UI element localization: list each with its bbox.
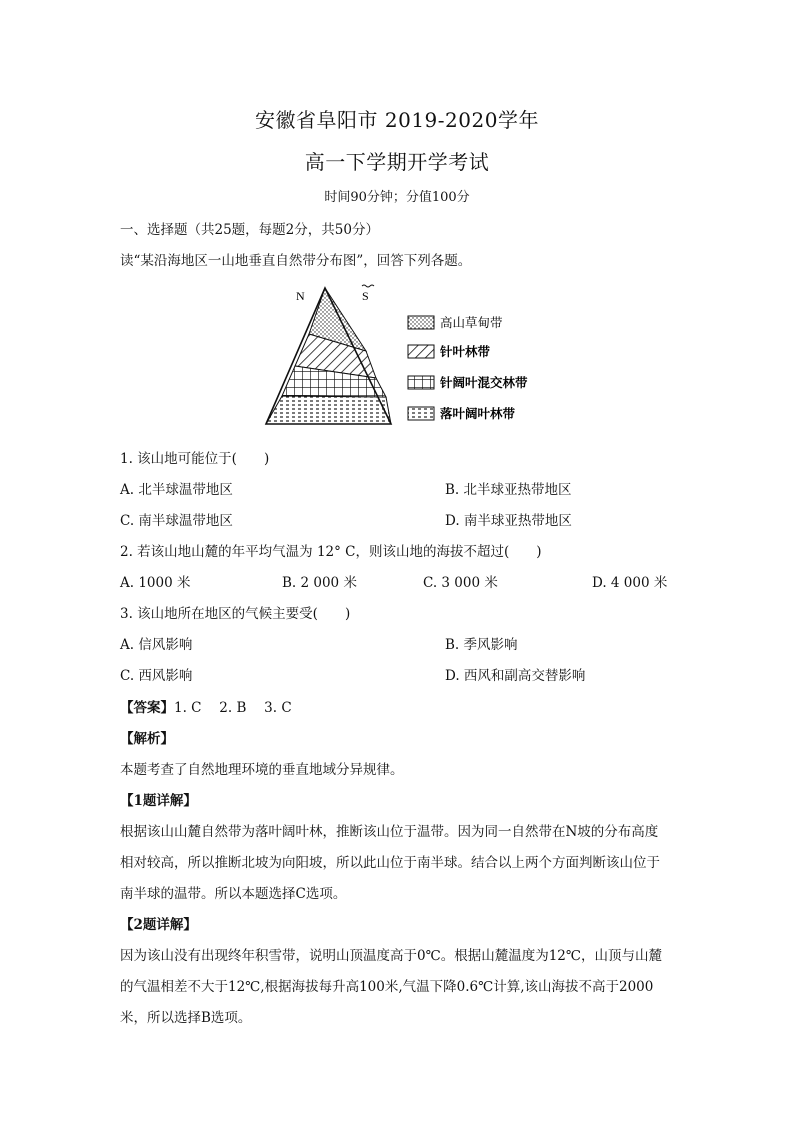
answer-label: 【答案】: [120, 700, 174, 716]
question-2-option-b: B. 2 000 米: [282, 575, 357, 591]
legend-swatch-coniferous: [408, 345, 434, 358]
legend-swatch-alpine-meadow: [408, 316, 434, 329]
analysis-summary: 本题考查了自然地理环境的垂直地域分异规律。: [120, 762, 404, 778]
question-1-option-c: C. 南半球温带地区: [120, 513, 233, 529]
question-3-stem: 3. 该山地所在地区的气候主要受( ): [120, 606, 351, 622]
mountain-diagram: [262, 283, 552, 431]
question-2-option-a: A. 1000 米: [120, 575, 191, 591]
question-3-option-b: B. 季风影响: [445, 637, 518, 653]
q1-analysis-line: 南半球的温带。所以本题选择C选项。: [120, 886, 347, 902]
question-2-option-c: C. 3 000 米: [423, 575, 498, 591]
legend-label-coniferous: 针叶林带: [440, 344, 491, 359]
legend-swatch-deciduous: [408, 407, 434, 420]
q1-analysis-label: 【1题详解】: [120, 793, 197, 809]
answer-line: [120, 696, 292, 716]
exam-meta: 时间90分钟；分值100分: [324, 190, 470, 205]
question-3-option-d: D. 西风和副高交替影响: [445, 668, 586, 684]
legend-label-alpine-meadow: 高山草甸带: [440, 315, 503, 330]
north-slope-label: N: [296, 289, 305, 303]
q2-analysis-line: 的气温相差不大于12℃,根据海拔每升高100米,气温下降0.6℃计算,该山海拔不高于2000: [120, 979, 654, 995]
analysis-label: 【解析】: [120, 731, 174, 747]
legend-swatch-mixed: [408, 376, 434, 389]
q2-analysis-label: 【2题详解】: [120, 917, 197, 933]
legend-label-deciduous: 落叶阔叶林带: [440, 406, 516, 421]
exam-subtitle: 高一下学期开学考试: [304, 150, 490, 174]
zone-deciduous-forest: [266, 396, 391, 424]
south-slope-label: S: [362, 289, 369, 303]
q2-analysis-line: 米，所以选择B选项。: [120, 1010, 252, 1026]
legend-label-mixed: 针阔叶混交林带: [440, 375, 528, 390]
question-1-option-d: D. 南半球亚热带地区: [445, 513, 572, 529]
section-intro: 读“某沿海地区一山地垂直自然带分布图”，回答下列各题。: [120, 253, 472, 269]
q1-analysis-line: 根据该山山麓自然带为落叶阔叶林，推断该山位于温带。因为同一自然带在N坡的分布高度: [120, 824, 659, 840]
mountain-zonation-figure: [262, 283, 552, 431]
q2-analysis-line: 因为该山没有出现终年积雪带，说明山顶温度高于0℃。根据山麓温度为12℃，山顶与山麓: [120, 948, 662, 964]
question-2-option-d: D. 4 000 米: [592, 575, 668, 591]
question-1-option-a: A. 北半球温带地区: [120, 482, 233, 498]
question-1-option-b: B. 北半球亚热带地区: [445, 482, 572, 498]
q1-analysis-line: 相对较高，所以推断北坡为向阳坡，所以此山位于南半球。结合以上两个方面判断该山位于: [120, 855, 660, 871]
exam-title: 安徽省阜阳市 2019-2020学年: [255, 108, 539, 132]
question-3-option-a: A. 信风影响: [120, 637, 193, 653]
question-1-stem: 1. 该山地可能位于( ): [120, 451, 270, 467]
section-heading: 一、选择题（共25题，每题2分，共50分）: [120, 222, 379, 238]
answer-text: 1. C 2. B 3. C: [174, 700, 292, 716]
wave-mark-icon: [362, 285, 374, 287]
question-2-stem: 2. 若该山地山麓的年平均气温为 12° C，则该山地的海拔不超过( ): [120, 544, 542, 560]
question-3-option-c: C. 西风影响: [120, 668, 193, 684]
